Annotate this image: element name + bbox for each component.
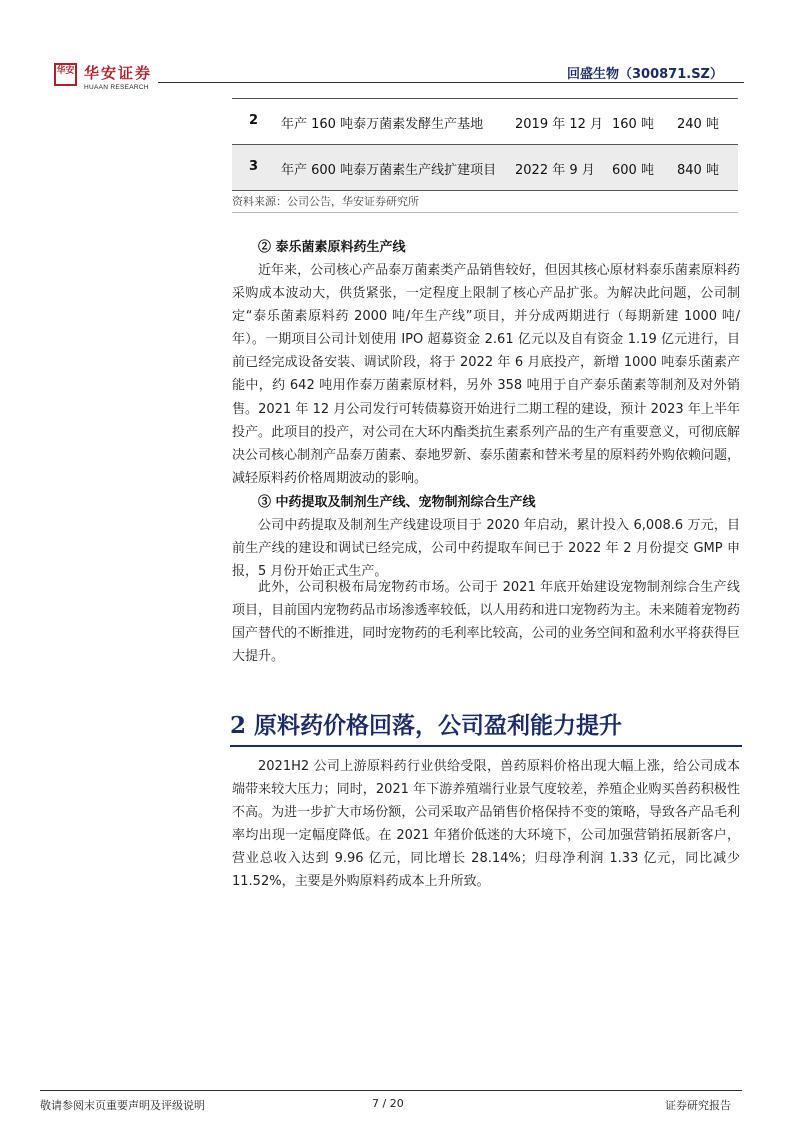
footer-divider	[40, 1090, 742, 1091]
paragraph-tcm: 公司中药提取及制剂生产线建设项目于 2020 年启动，累计投入 6,008.6 万元，目前生产线的建设和调试已经完成，公司中药提取车间已于 2022 年 2 月份提交 GMP 申报，5 月份开始正式生产。	[232, 518, 740, 580]
table-cell-capacity: 600 吨	[612, 163, 654, 178]
table-cell-name: 年产 600 吨泰万菌素生产线扩建项目	[281, 163, 497, 178]
table-cell-name: 年产 160 吨泰万菌素发酵生产基地	[281, 117, 484, 132]
paragraph-pet: 此外，公司积极布局宠物药市场。公司于 2021 年底开始建设宠物制剂综合生产线项目，目前国内宠物药品市场渗透率较低，以人用药和进口宠物药为主。未来随着宠物药国产替代的不断推进，同时宠物药的毛利率比较高，公司的业务空间和盈利水平将获得巨大提升。	[232, 580, 740, 665]
footer-disclaimer: 敬请参阅末页重要声明及评级说明	[40, 1099, 205, 1112]
footer-report-type: 证券研究报告	[665, 1099, 731, 1112]
subsection-title-tylosin: ② 泰乐菌素原料药生产线	[258, 240, 406, 255]
section-divider	[230, 745, 742, 747]
table-cell-total-capacity: 240 吨	[677, 117, 719, 132]
header-divider	[158, 82, 744, 83]
source-divider	[232, 212, 738, 213]
logo-subtitle: HUAAN RESEARCH	[84, 84, 149, 91]
section-title: 2 原料药价格回落，公司盈利能力提升	[230, 712, 623, 739]
table-row	[232, 144, 738, 191]
paragraph-section2: 2021H2 公司上游原料药行业供给受限，兽药原料价格出现大幅上涨，给公司成本端带来较大压力；同时，2021 年下游养殖端行业景气度较差，养殖企业购买兽药积极性不高。为进一步扩大市场份额，公司采取产品销售价格保持不变的策略，导致各产品毛利率均出现一定幅度降低。在 2021 年猪价低迷的大环境下，公司加强营销拓展新客户，营业总收入达到 9.96 亿元，同比增长 28.14%；归母净利润 1.33 亿元，同比减少 11.52%，主要是外购原料药成本上升所致。	[232, 759, 740, 890]
subsection-title-tcm-pet: ③ 中药提取及制剂生产线、宠物制剂综合生产线	[258, 495, 536, 510]
table-cell-capacity: 160 吨	[612, 117, 654, 132]
table-cell-date: 2022 年 9 月	[515, 163, 595, 178]
company-ticker: 回盛生物（300871.SZ）	[566, 67, 723, 82]
table-cell-no: 2	[249, 113, 259, 128]
paragraph-tylosin: 近年来，公司核心产品泰万菌素类产品销售较好，但因其核心原材料泰乐菌素原料药采购成本波动大，供货紧张，一定程度上限制了核心产品扩张。为解决此问题，公司制定“泰乐菌素原料药 2000 吨/年生产线”项目，并分成两期进行（每期新建 1000 吨/年）。一期项目公司计划使用 IPO 超募资金 2.61 亿元以及自有资金 1.19 亿元进行，目前已经完成设备安装、调试阶段，将于 2022 年 6 月底投产，新增 1000 吨泰乐菌素产能中，约 642 吨用作泰万菌素原材料，另外 358 吨用于自产泰乐菌素等制剂及对外销售。2021 年 12 月公司发行可转债募资开始进行二期工程的建设，预计 2023 年上半年投产。此项目的投产，对公司在大环内酯类抗生素系列产品的生产有重要意义，可彻底解决公司核心制剂产品泰万菌素、泰地罗新、泰乐菌素和替米考星的原料药外购依赖问题，减轻原料药价格周期波动的影响。	[232, 263, 740, 486]
table-cell-date: 2019 年 12 月	[515, 117, 604, 132]
page-header	[0, 0, 793, 100]
table-cell-no: 3	[249, 159, 259, 174]
table-row	[232, 98, 738, 144]
huaan-logo-icon: 华安	[54, 63, 77, 86]
page-number: 7 / 20	[372, 1097, 404, 1110]
logo-text: 华安证券	[84, 64, 153, 82]
table-source: 资料来源：公司公告，华安证券研究所	[232, 195, 419, 208]
table-cell-total-capacity: 840 吨	[677, 163, 719, 178]
capacity-table	[232, 98, 738, 191]
